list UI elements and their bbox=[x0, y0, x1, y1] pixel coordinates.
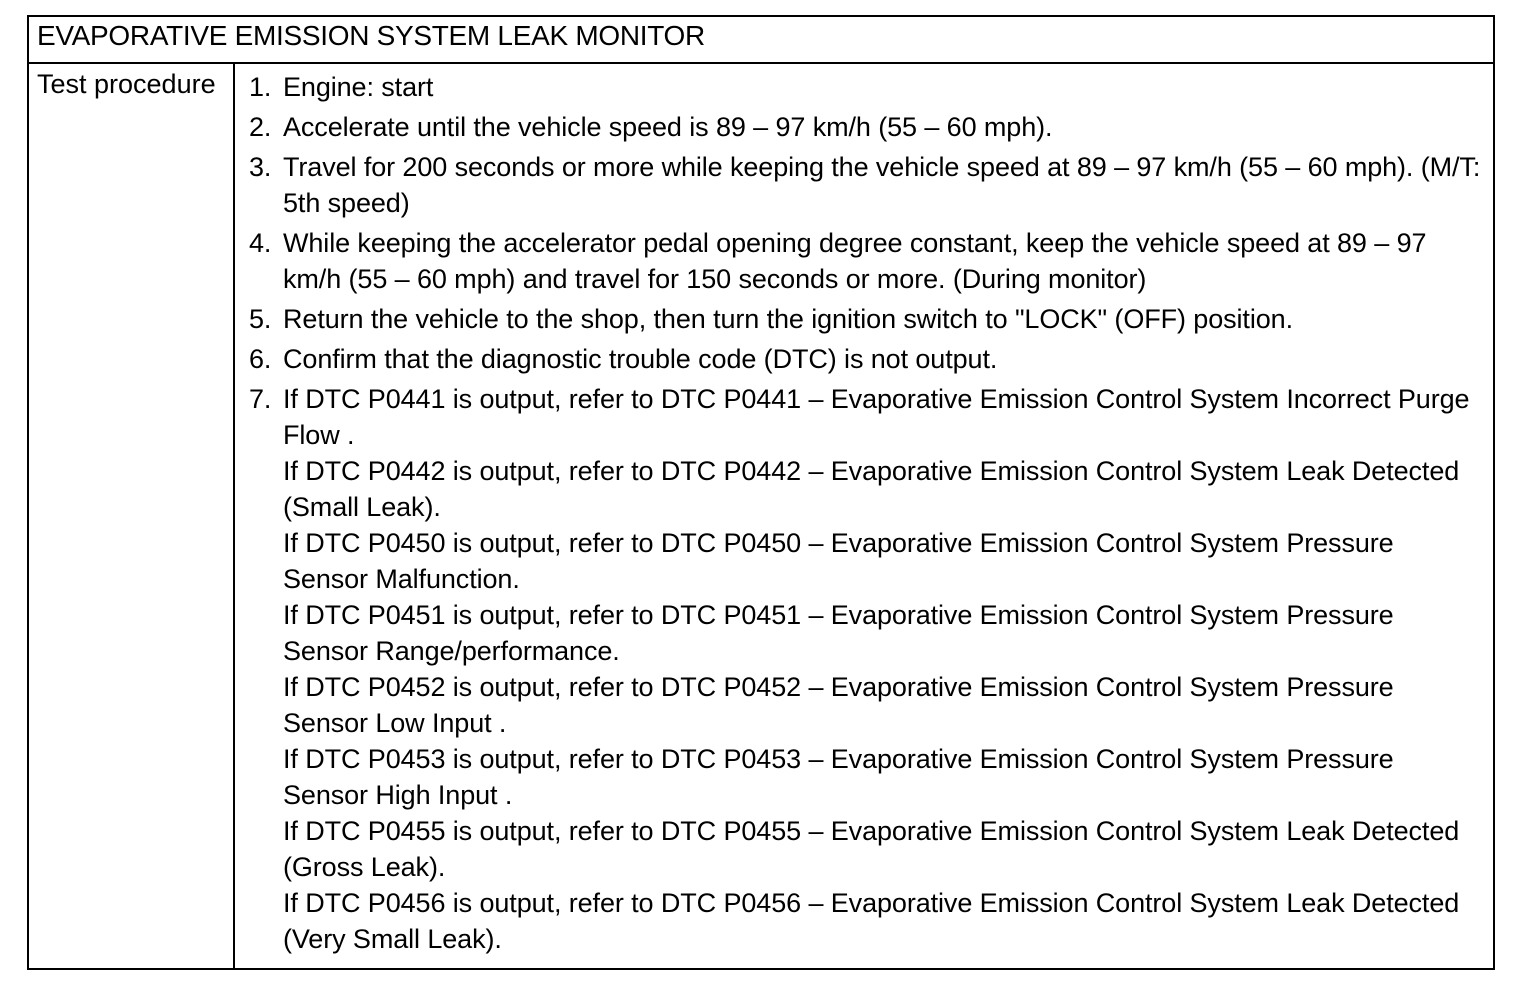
step-number: 5. bbox=[249, 304, 272, 334]
table-title-row bbox=[29, 17, 1493, 64]
step-text: While keeping the accelerator pedal opening degree constant, keep the vehicle speed at 89 – 97 km/h (55 – 60 mph) and travel for 150 seconds or more. (During monitor) bbox=[283, 228, 1427, 294]
procedure-steps bbox=[249, 69, 1483, 961]
step-number: 2. bbox=[249, 112, 272, 142]
step-number: 6. bbox=[249, 344, 272, 374]
step-number: 7. bbox=[249, 384, 272, 414]
table-title: EVAPORATIVE EMISSION SYSTEM LEAK MONITOR bbox=[37, 20, 705, 51]
procedure-step-2 bbox=[249, 109, 1483, 145]
procedure-step-3 bbox=[249, 149, 1483, 221]
dtc-p0452-line: If DTC P0452 is output, refer to DTC P0452 – Evaporative Emission Control System Pressure Sensor Low Input . bbox=[283, 672, 1394, 738]
dtc-p0455-line: If DTC P0455 is output, refer to DTC P0455 – Evaporative Emission Control System Leak Detected (Gross Leak). bbox=[283, 816, 1460, 882]
row-label: Test procedure bbox=[37, 69, 216, 99]
dtc-p0450-line: If DTC P0450 is output, refer to DTC P0450 – Evaporative Emission Control System Pressure Sensor Malfunction. bbox=[283, 528, 1394, 594]
procedure-step-5 bbox=[249, 301, 1483, 337]
step-number: 3. bbox=[249, 152, 272, 182]
step-text: Engine: start bbox=[283, 72, 434, 102]
dtc-p0442-line: If DTC P0442 is output, refer to DTC P0442 – Evaporative Emission Control System Leak Detected (Small Leak). bbox=[283, 456, 1460, 522]
procedure-step-6 bbox=[249, 341, 1483, 377]
step-number: 4. bbox=[249, 228, 272, 258]
step-text: Travel for 200 seconds or more while keeping the vehicle speed at 89 – 97 km/h (55 – 60 mph). (M/T: 5th speed) bbox=[283, 152, 1481, 218]
dtc-p0441-line: If DTC P0441 is output, refer to DTC P0441 – Evaporative Emission Control System Incorrect Purge Flow . bbox=[283, 384, 1470, 450]
step-text: Confirm that the diagnostic trouble code (DTC) is not output. bbox=[283, 344, 998, 374]
row-label-cell bbox=[29, 64, 235, 968]
procedure-step-1 bbox=[249, 69, 1483, 105]
step-text: Accelerate until the vehicle speed is 89 – 97 km/h (55 – 60 mph). bbox=[283, 112, 1053, 142]
step-number: 1. bbox=[249, 72, 272, 102]
dtc-p0456-line: If DTC P0456 is output, refer to DTC P0456 – Evaporative Emission Control System Leak Detected (Very Small Leak). bbox=[283, 888, 1460, 954]
dtc-p0453-line: If DTC P0453 is output, refer to DTC P0453 – Evaporative Emission Control System Pressure Sensor High Input . bbox=[283, 744, 1394, 810]
procedure-table bbox=[27, 15, 1495, 970]
procedure-cell bbox=[235, 64, 1493, 968]
procedure-step-7 bbox=[249, 381, 1483, 957]
procedure-step-4 bbox=[249, 225, 1483, 297]
dtc-p0451-line: If DTC P0451 is output, refer to DTC P0451 – Evaporative Emission Control System Pressure Sensor Range/performance. bbox=[283, 600, 1394, 666]
step-text: Return the vehicle to the shop, then turn the ignition switch to "LOCK" (OFF) position. bbox=[283, 304, 1293, 334]
